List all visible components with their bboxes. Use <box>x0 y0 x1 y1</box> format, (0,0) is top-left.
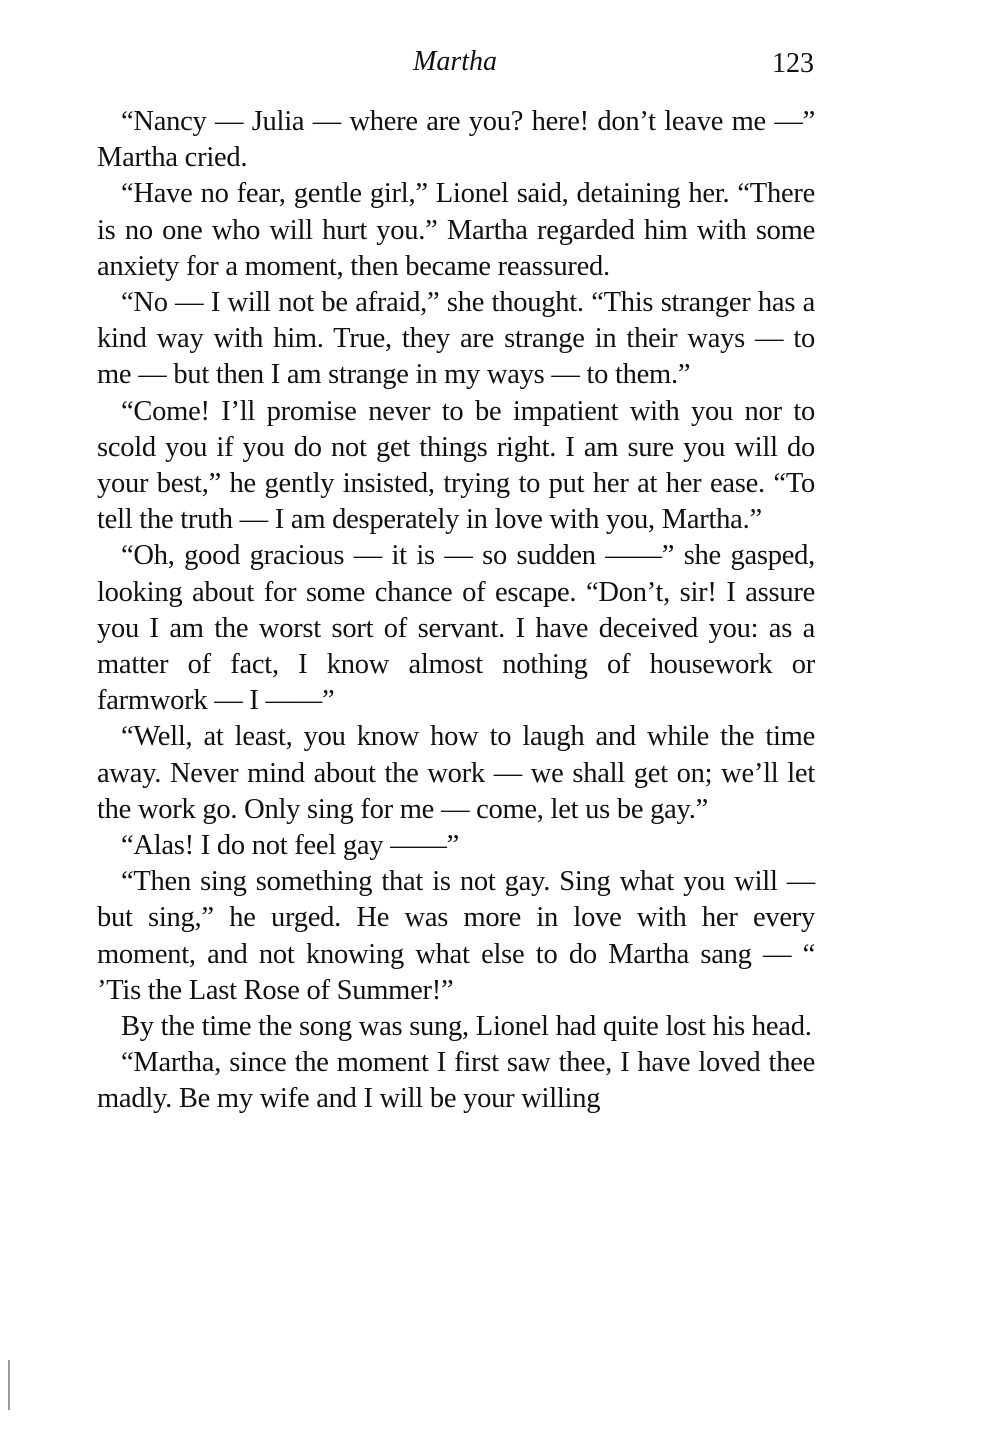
page-number: 123 <box>772 48 814 79</box>
paragraph: “No — I will not be afraid,” she thought. “This stranger has a kind way with him. True, they are strange in their ways — to me — but then I am strange in my ways — to them.” <box>97 287 815 391</box>
paragraph: “Come! I’ll promise never to be impatient with you nor to scold you if you do not get things right. I am sure you will do your best,” he gently insisted, trying to put her at her ease. “To tell the truth — I am desperately in love with you, Martha.” <box>97 395 815 536</box>
paragraph: “Martha, since the moment I first saw thee, I have loved thee madly. Be my wife and I will be your willing <box>97 1047 815 1115</box>
paragraph: “Well, at least, you know how to laugh and while the time away. Never mind about the work — we shall get on; we’ll let the work go. Only sing for me — come, let us be gay.” <box>97 721 815 825</box>
body-text <box>97 104 815 1118</box>
paragraph: “Alas! I do not feel gay ——” <box>121 830 460 862</box>
paragraph: “Have no fear, gentle girl,” Lionel said, detaining her. “There is no one who will hurt you.” Martha regarded him with some anxiety for a moment, then became reassured. <box>97 178 815 282</box>
paragraph: “Nancy — Julia — where are you? here! don’t leave me —” Martha cried. <box>97 106 815 174</box>
scan-edge-line <box>8 1360 10 1410</box>
paragraph: “Then sing something that is not gay. Sing what you will — but sing,” he urged. He was more in love with her every moment, and not knowing what else to do Martha sang — “ ’Tis the Last Rose of Summer!” <box>97 866 815 1006</box>
running-title: Martha <box>413 46 497 77</box>
paragraph: By the time the song was sung, Lionel had quite lost his head. <box>121 1011 812 1043</box>
paragraph: “Oh, good gracious — it is — so sudden ——” she gasped, looking about for some chance of escape. “Don’t, sir! I assure you I am the worst sort of servant. I have deceived you: as a matter of fact, I know almost nothing of housework or farmwork — I ——” <box>97 540 815 717</box>
